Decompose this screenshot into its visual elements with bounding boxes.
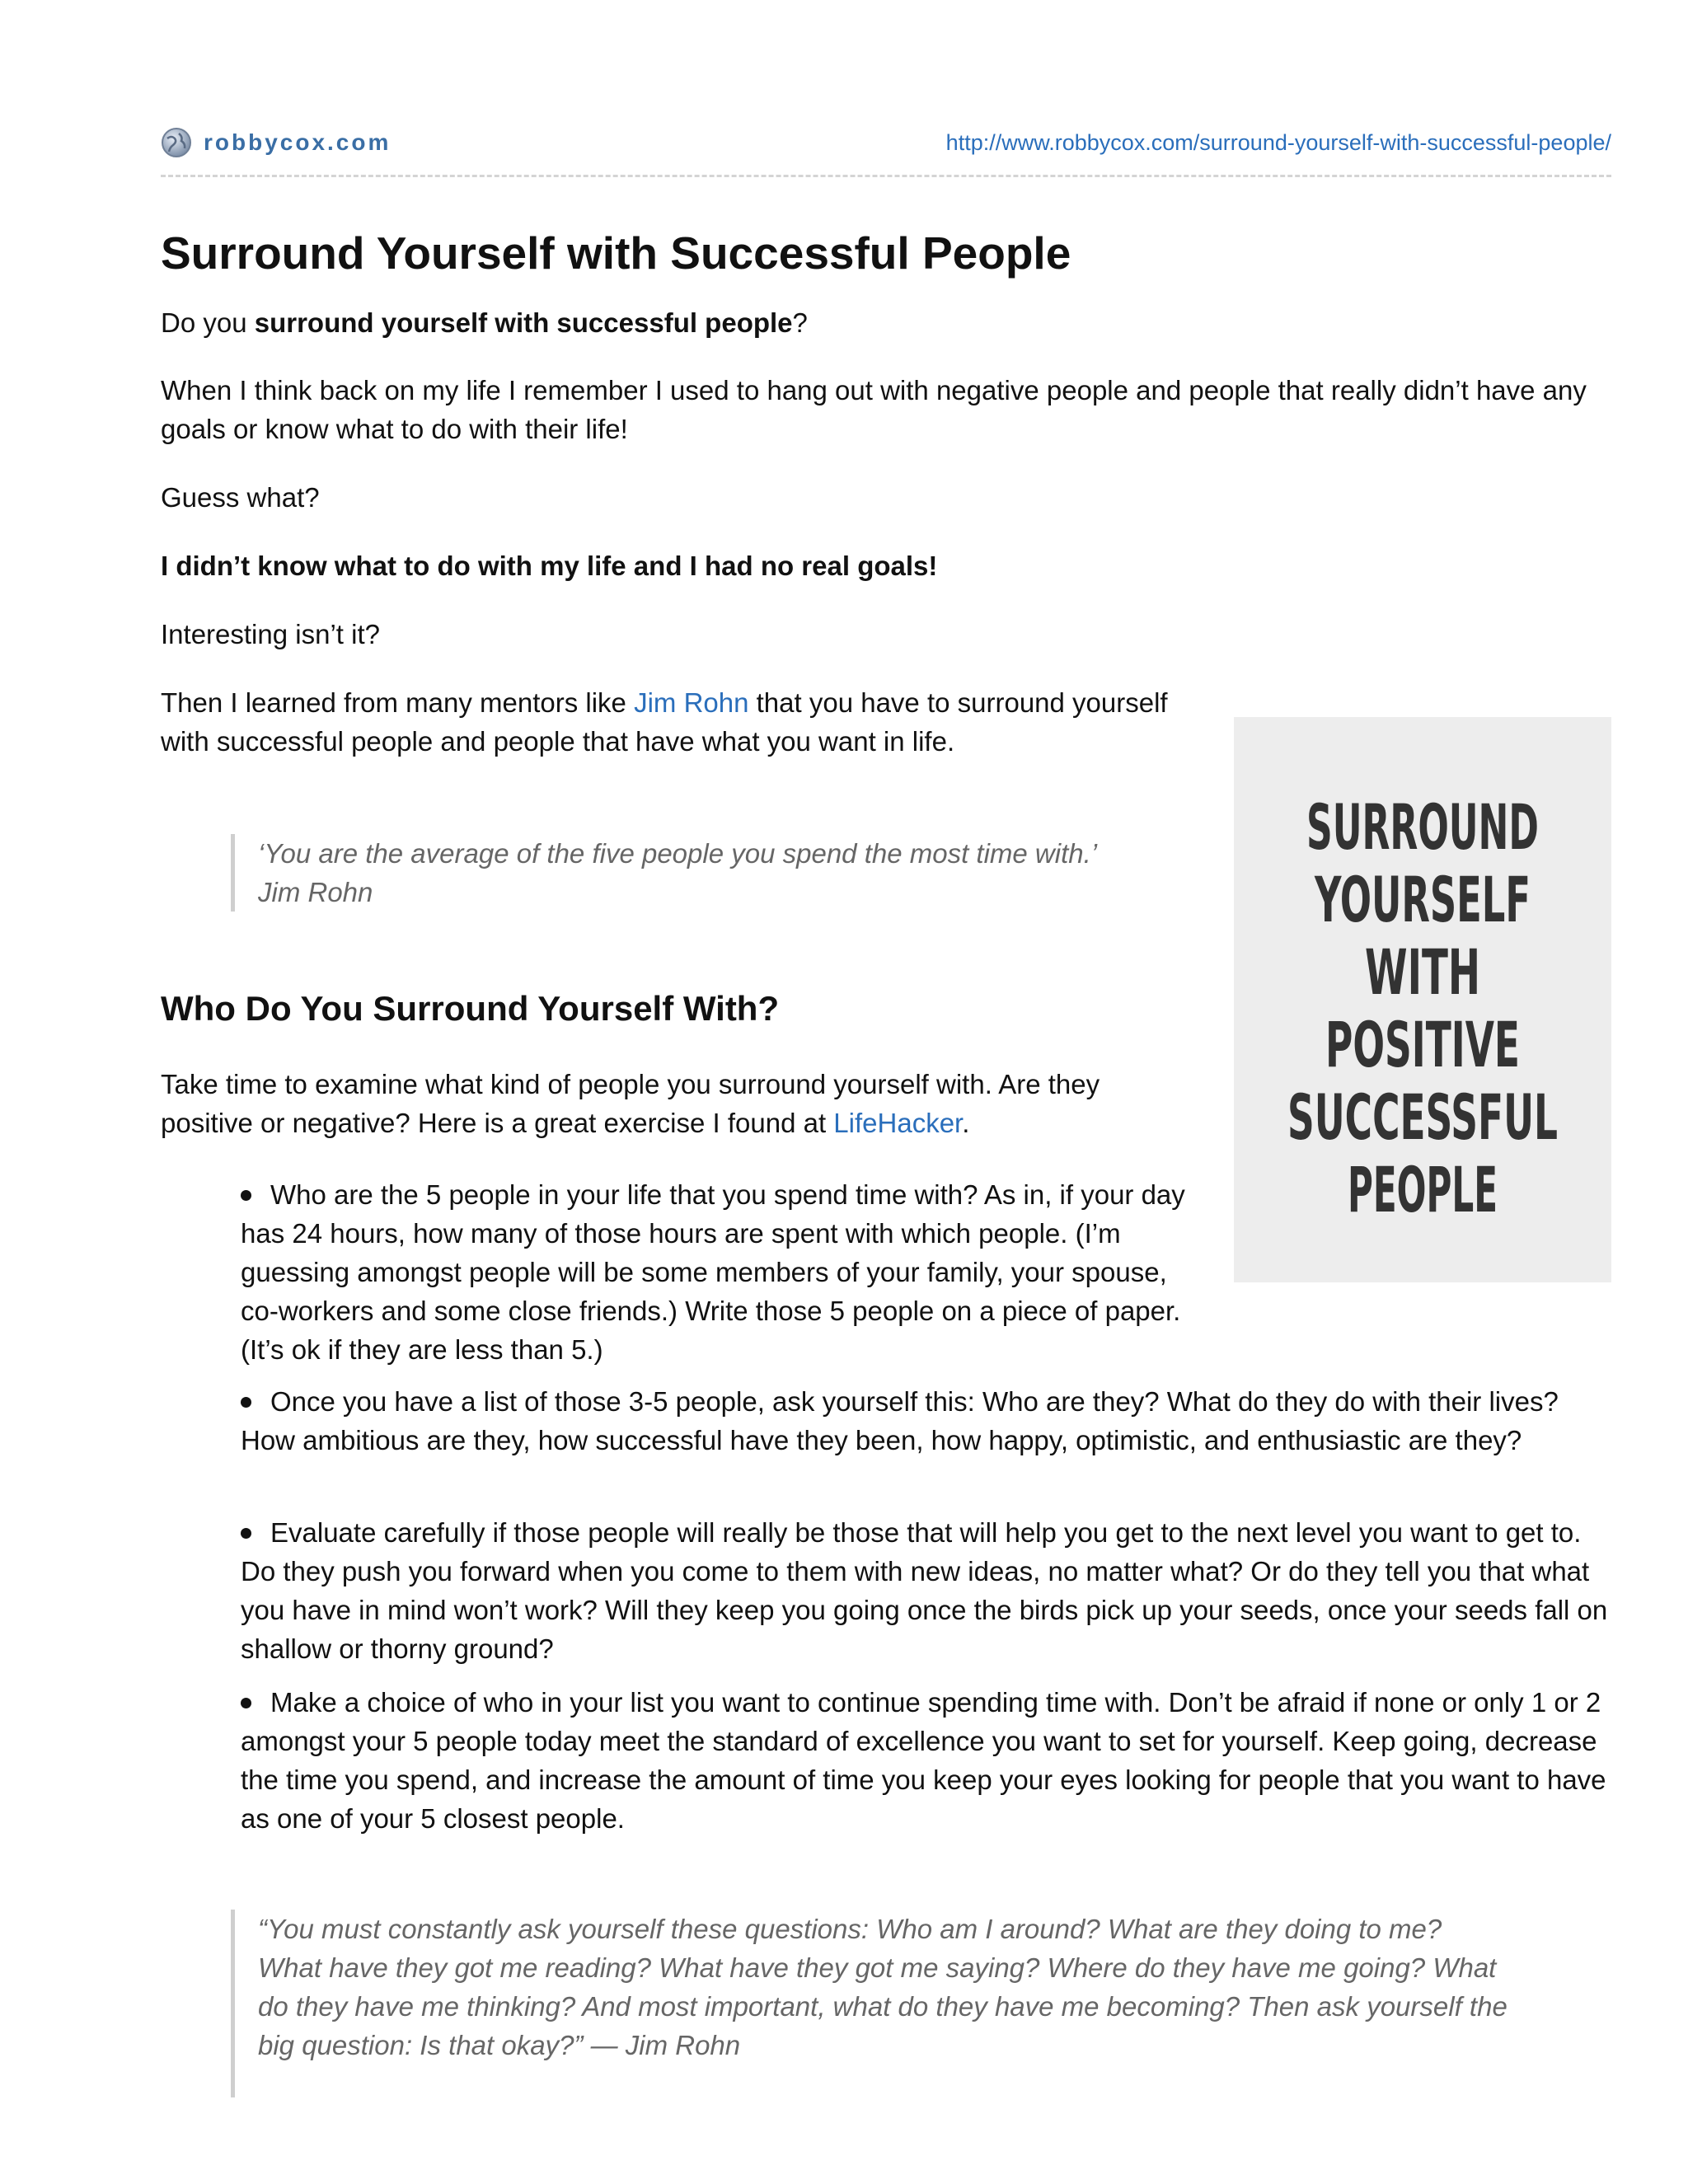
page-url-link[interactable]: http://www.robbycox.com/surround-yourself-with-successful-people/	[945, 130, 1611, 155]
poster-line-2: YOURSELF	[1314, 863, 1531, 937]
mentors-text: Then I learned from many mentors like	[161, 687, 635, 718]
intro-end-text: ?	[792, 307, 808, 338]
blockquote-questions	[231, 1910, 1511, 2097]
blockquote-average-five	[231, 834, 1165, 912]
quote-author: Jim Rohn	[258, 877, 373, 907]
quote-text: ‘You are the average of the five people you spend the most time with.’	[258, 838, 1098, 869]
list-item-text: Who are the 5 people in your life that you spend time with? As in, if your day has 24 hours, how many of those hours are spent with which people. (I’m guessing amongst people will be some members of your family, your spouse, co-workers and some close friends.) Write those 5 people on a piece of paper. (It’s ok if they are less than 5.)	[241, 1179, 1185, 1365]
interesting-paragraph: Interesting isn’t it?	[161, 619, 380, 649]
globe-icon	[161, 127, 192, 158]
exercise-paragraph	[161, 1065, 1199, 1142]
list-item-text: Make a choice of who in your list you want to continue spending time with. Don’t be afraid if none or only 1 or 2 amongst your 5 people today meet the standard of excellence you want to set for yourself. Keep going, decrease the time you spend, and increase the amount of time you keep your eyes looking for people that you want to have as one of your 5 closest people.	[241, 1687, 1606, 1834]
site-brand[interactable]	[161, 127, 391, 158]
bullet-dot	[241, 1397, 251, 1408]
jim-rohn-link[interactable]: Jim Rohn	[634, 687, 749, 718]
list-item	[241, 1513, 1611, 1668]
poster-line-5: SUCCESSFUL	[1287, 1080, 1558, 1155]
no-goals-paragraph: I didn’t know what to do with my life and I had no real goals!	[161, 551, 938, 581]
lifehacker-link[interactable]: LifeHacker	[833, 1108, 963, 1138]
bullet-dot	[241, 1698, 251, 1708]
mentors-paragraph	[161, 683, 1199, 761]
intro-paragraph	[161, 303, 1611, 342]
guess-paragraph: Guess what?	[161, 482, 320, 513]
section-heading: Who Do You Surround Yourself With?	[161, 989, 780, 1028]
site-header	[161, 124, 1611, 177]
list-item	[241, 1683, 1611, 1838]
mentors-end-text: that you have to surround yourself with successful people and people that have what you want in life.	[161, 687, 1168, 757]
exercise-end-text: .	[962, 1108, 970, 1138]
poster-line-4: POSITIVE	[1325, 1008, 1520, 1082]
intro-bold-text: surround yourself with successful people	[254, 307, 793, 338]
list-item	[241, 1382, 1611, 1460]
list-item-text: Evaluate carefully if those people will really be those that will help you get to the next level you want to get to. Do they push you forward when you come to them with new ideas, no matter what? Or do they tell you that what you have in mind won’t work? Will they keep you going once the birds pick up your seeds, once your seeds fall on shallow or thorny ground?	[241, 1517, 1608, 1664]
intro-text: Do you	[161, 307, 255, 338]
poster-line-6: PEOPLE	[1348, 1153, 1498, 1227]
quote-text: “You must constantly ask yourself these questions: Who am I around? What are they doing to me? What have they got me reading? What have they got me saying? Where do they have me going? What do they have me thinking? And most important, what do they have me becoming? Then ask yourself the big question: Is that okay?” — Jim Rohn	[258, 1914, 1507, 2060]
page	[161, 124, 1611, 2060]
poster-line-1: SURROUND	[1306, 790, 1539, 865]
surround-yourself-poster-image	[1234, 717, 1611, 1282]
backstory-paragraph: When I think back on my life I remember I used to hang out with negative people and people that really didn’t have any goals or know what to do with their life!	[161, 375, 1587, 444]
bullet-dot	[241, 1190, 251, 1201]
poster-text-art	[1234, 717, 1611, 1282]
bullet-dot	[241, 1528, 251, 1539]
list-item-text: Once you have a list of those 3-5 people, ask yourself this: Who are they? What do they do with their lives? How ambitious are they, how successful have they been, how happy, optimistic, and enthusiastic are they?	[241, 1386, 1559, 1455]
poster-line-3: WITH	[1365, 935, 1480, 1010]
list-item	[241, 1175, 1197, 1369]
article-title: Surround Yourself with Successful People	[161, 227, 1071, 279]
site-name: robbycox.com	[204, 129, 392, 155]
exercise-text: Take time to examine what kind of people you surround yourself with. Are they positive or negative? Here is a great exercise I found at	[161, 1069, 1100, 1138]
